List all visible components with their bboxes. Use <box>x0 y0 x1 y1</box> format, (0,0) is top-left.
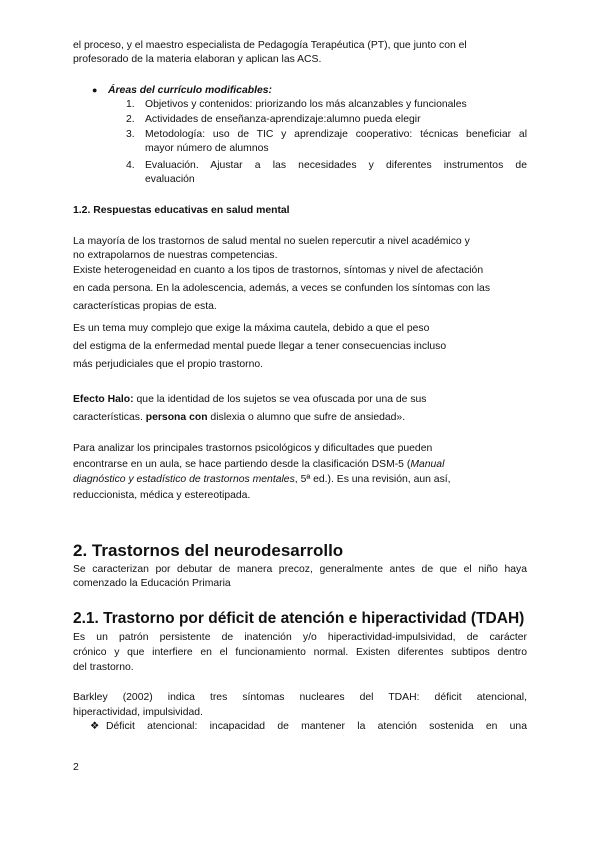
area-item-1: Objetivos y contenidos: priorizando los más alcanzables y funcionales <box>145 99 467 110</box>
area-item-num-3: 3. <box>126 129 135 140</box>
intro-line-1: el proceso, y el maestro especialista de Pedagogía Terapéutica (PT), que junto con el <box>73 40 467 51</box>
area-item-num-4: 4. <box>126 160 135 171</box>
page-number: 2 <box>73 762 79 773</box>
s21-p2-line-1: Barkley (2002) indica tres síntomas nucleares del TDAH: déficit atencional, <box>73 692 527 703</box>
areas-heading: Áreas del currículo modificables: <box>108 85 272 96</box>
section-2-title: 2. Trastornos del neurodesarrollo <box>73 541 344 560</box>
s12-p1-line-5: características propias de esta. <box>73 301 217 312</box>
s21-p1-line-2: crónico y que interfiere en el funcionamiento normal. Existen diferentes subtipos dentro <box>73 647 527 658</box>
dsm-line-4: reduccionista, médica y estereotipada. <box>73 490 251 501</box>
s12-p1-line-2: no extrapolarnos de nuestras competencias. <box>73 250 278 261</box>
s12-p2-line-1: Es un tema muy complejo que exige la máxima cautela, debido a que el peso <box>73 323 430 334</box>
area-item-3-line-1: Metodología: uso de TIC y aprendizaje cooperativo: técnicas beneficiar al <box>145 129 527 140</box>
intro-line-2: profesorado de la materia elaboran y aplican las ACS. <box>73 54 322 65</box>
s12-p1-line-3: Existe heterogeneidad en cuanto a los tipos de trastornos, síntomas y nivel de afectación <box>73 265 484 276</box>
dsm-line-3: diagnóstico y estadístico de trastornos mentales, 5ª ed.). Es una revisión, aun así, <box>73 474 451 485</box>
section-2-line-2: comenzado la Educación Primaria <box>73 578 231 589</box>
s21-bullet: ❖ <box>90 721 100 732</box>
area-item-4-line-2: evaluación <box>145 174 195 185</box>
halo-label: Efecto Halo: <box>73 394 134 405</box>
area-item-num-1: 1. <box>126 99 135 110</box>
halo-line-2: características. persona con dislexia o alumno que sufre de ansiedad». <box>73 412 406 423</box>
s12-p1-line-1: La mayoría de los trastornos de salud mental no suelen repercutir a nivel académico y <box>73 236 470 247</box>
s21-p3-line-1: Déficit atencional: incapacidad de mantener la atención sostenida en una <box>106 721 527 732</box>
s12-p2-line-2: del estigma de la enfermedad mental puede llegar a tener consecuencias incluso <box>73 341 447 352</box>
area-item-3-line-2: mayor número de alumnos <box>145 143 269 154</box>
section-2-1-title: 2.1. Trastorno por déficit de atención e hiperactividad (TDAH) <box>73 610 525 627</box>
area-item-4-line-1: Evaluación. Ajustar a las necesidades y diferentes instrumentos de <box>145 160 527 171</box>
halo-line-1: Efecto Halo: que la identidad de los sujetos se vea ofuscada por una de sus <box>73 394 427 405</box>
section-2-line-1: Se caracterizan por debutar de manera precoz, generalmente antes de que el niño haya <box>73 564 527 575</box>
s21-p1-line-3: del trastorno. <box>73 662 134 673</box>
areas-bullet: ● <box>92 85 98 95</box>
s21-p1-line-1: Es un patrón persistente de inatención y/o hiperactividad-impulsividad, de carácter <box>73 632 527 643</box>
s12-p2-line-3: más perjudiciales que el propio trastorno. <box>73 359 264 370</box>
s21-p2-line-2: hiperactividad, impulsividad. <box>73 707 203 718</box>
area-item-2: Actividades de enseñanza-aprendizaje:alumno pueda elegir <box>145 114 421 125</box>
s12-p1-line-4: en cada persona. En la adolescencia, además, a veces se confunden los síntomas con las <box>73 283 491 294</box>
area-item-num-2: 2. <box>126 114 135 125</box>
section-1-2-title: 1.2. Respuestas educativas en salud mental <box>73 205 290 216</box>
dsm-line-1: Para analizar los principales trastornos psicológicos y dificultades que pueden <box>73 443 433 454</box>
dsm-line-2: encontrarse en un aula, se hace partiendo desde la clasificación DSM-5 (Manual <box>73 459 445 470</box>
